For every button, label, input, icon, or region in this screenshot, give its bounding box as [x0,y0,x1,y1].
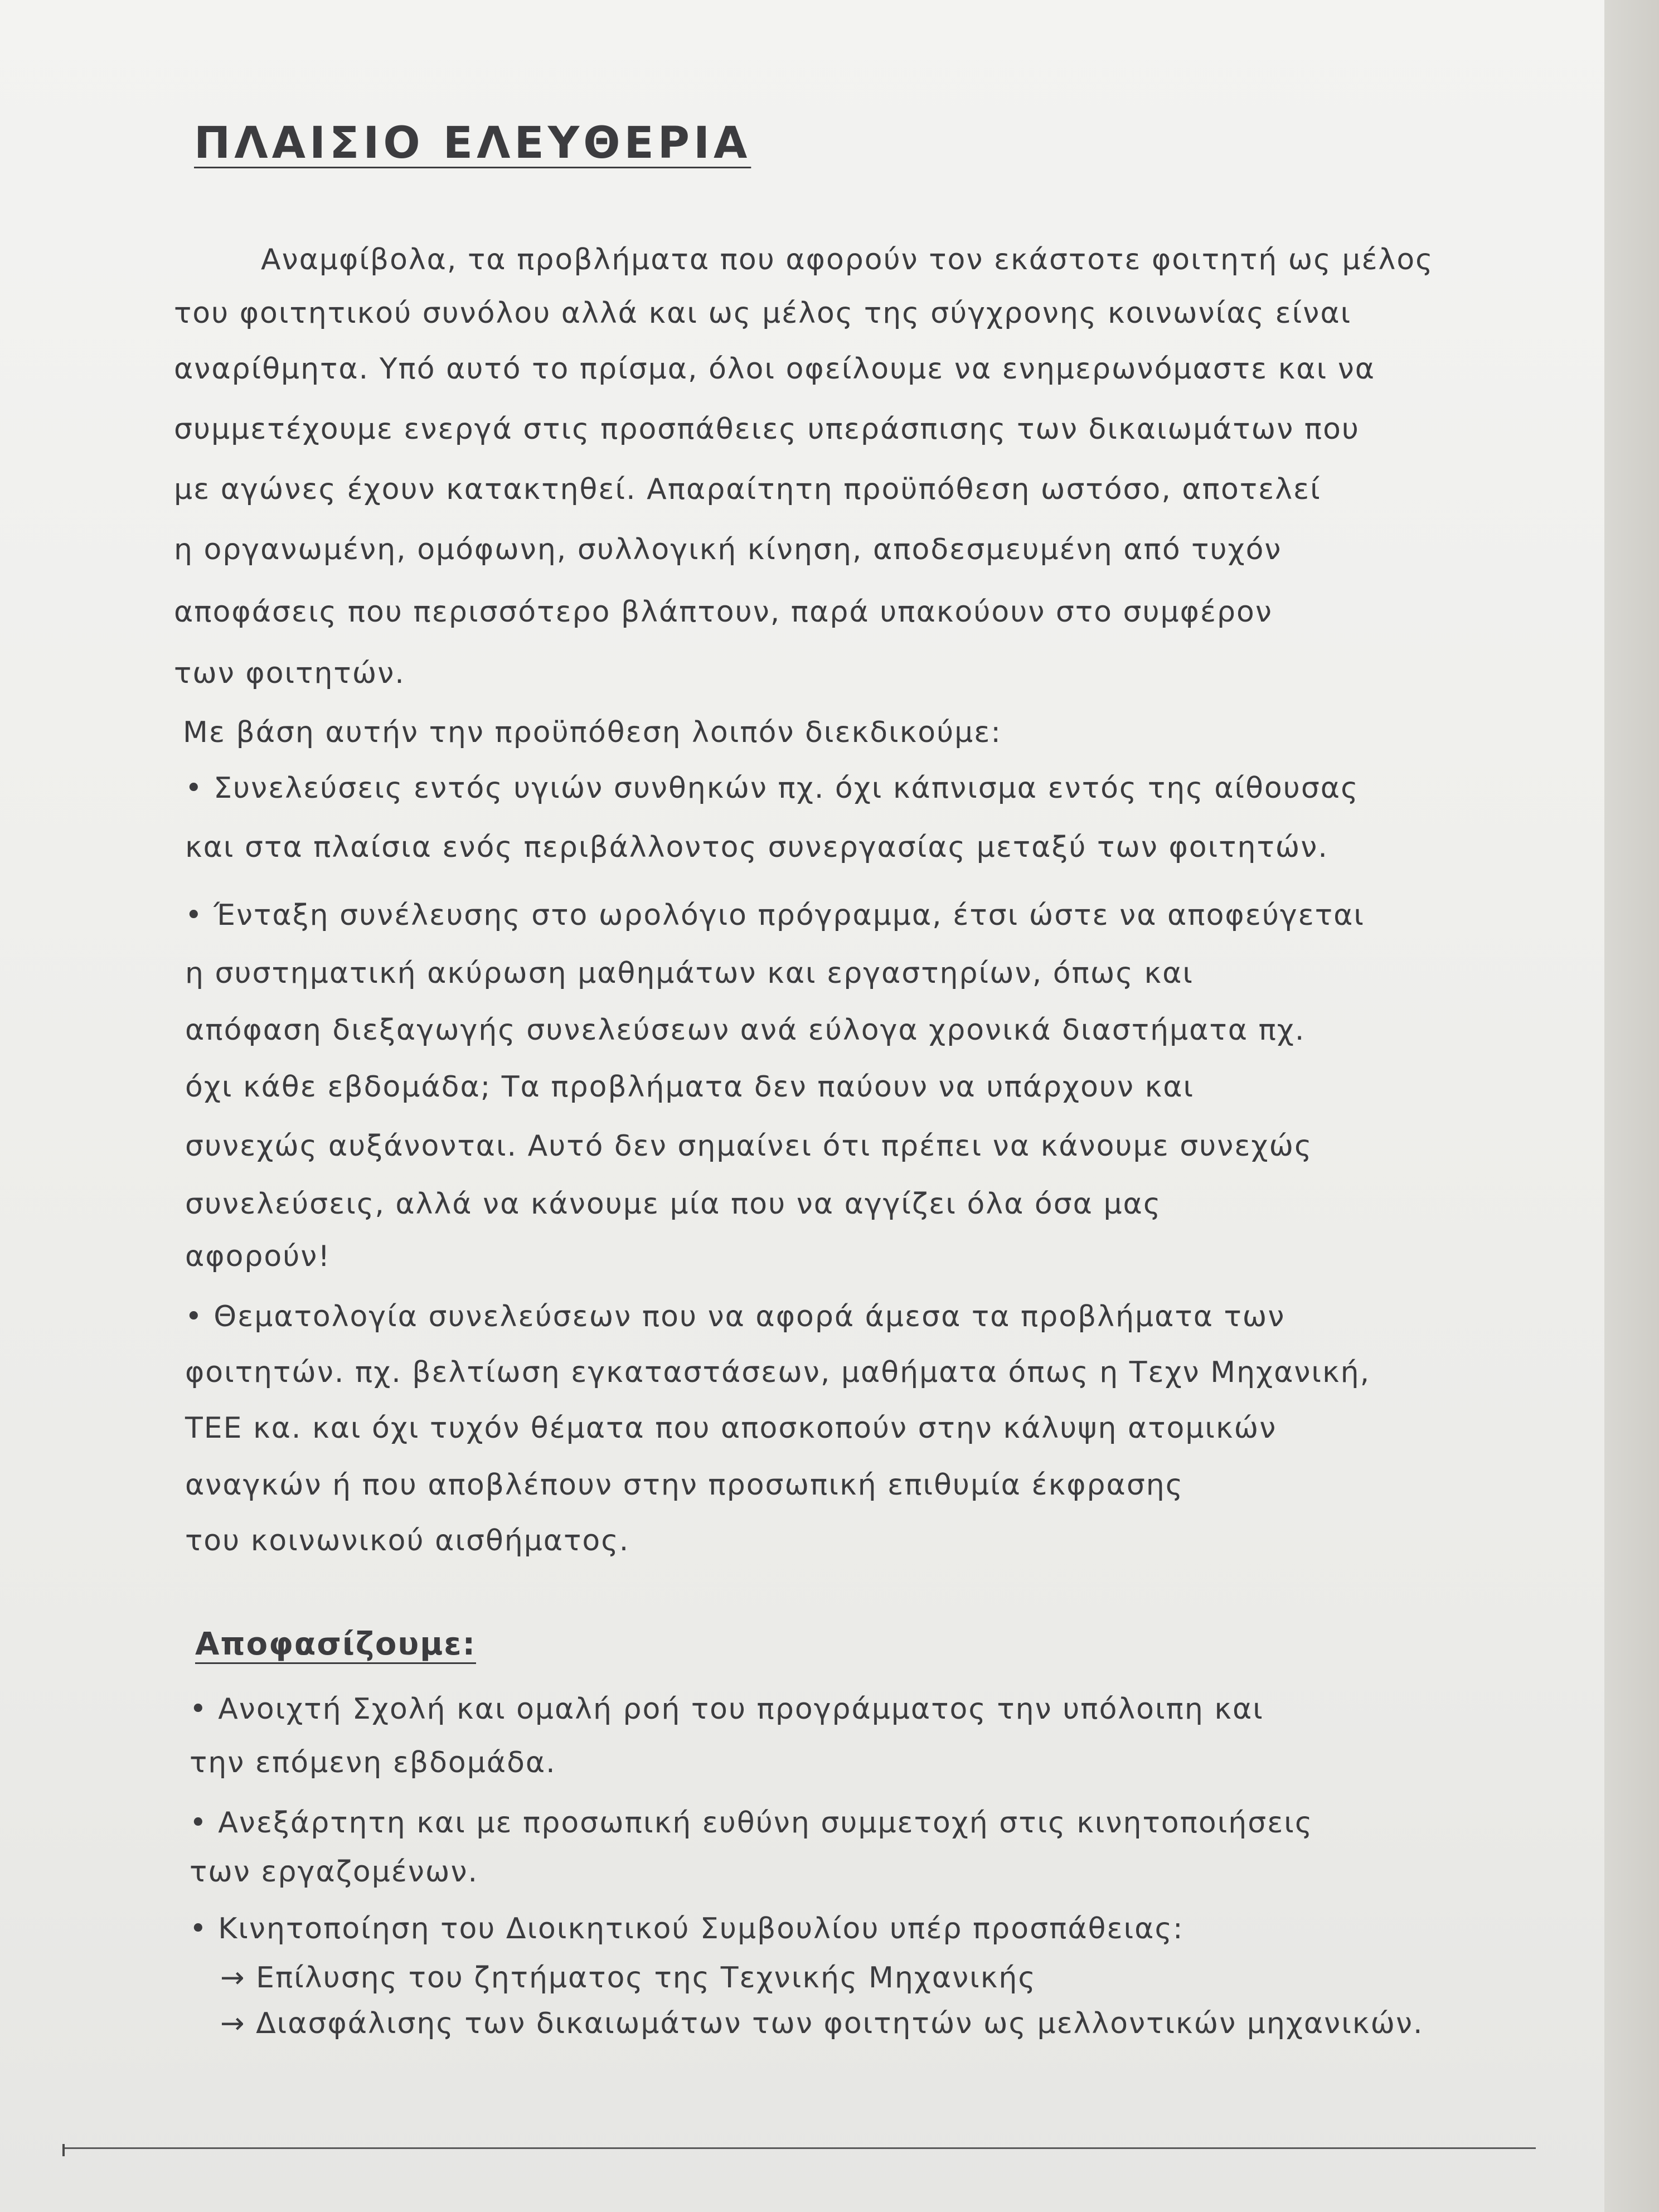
footer-rule [64,2147,1536,2149]
intro-line: Αναμφίβολα, τα προβλήματα που αφορούν τον εκάστοτε φοιτητή ως μέλος [261,243,1434,276]
decisions-line: • Ανεξάρτητη και με προσωπική ευθύνη συμμετοχή στις κινητοποιήσεις [190,1806,1313,1840]
claims-line: • Θεματολογία συνελεύσεων που να αφορά άμεσα τα προβλήματα των [185,1300,1286,1333]
claims-line: αναγκών ή που αποβλέπουν στην προσωπική επιθυμία έκφρασης [185,1468,1184,1502]
claims-intro: Με βάση αυτήν την προϋπόθεση λοιπόν διεκδικούμε: [183,716,1002,749]
decisions-heading: Αποφασίζουμε: [195,1626,476,1662]
claims-line: φοιτητών. πχ. βελτίωση εγκαταστάσεων, μαθήματα όπως η Τεχν Μηχανική, [185,1356,1371,1389]
claims-line: • Ένταξη συνέλευσης στο ωρολόγιο πρόγραμμα, έτσι ώστε να αποφεύγεται [185,899,1365,932]
claims-line: συνεχώς αυξάνονται. Αυτό δεν σημαίνει ότι πρέπει να κάνουμε συνεχώς [185,1129,1313,1163]
claims-line: αφορούν! [185,1240,331,1273]
intro-line: με αγώνες έχουν κατακτηθεί. Απαραίτητη προϋπόθεση ωστόσο, αποτελεί [174,473,1321,506]
claims-line: απόφαση διεξαγωγής συνελεύσεων ανά εύλογα χρονικά διαστήματα πχ. [185,1013,1306,1047]
intro-line: η οργανωμένη, ομόφωνη, συλλογική κίνηση, αποδεσμευμένη από τυχόν [174,533,1282,566]
intro-line: συμμετέχουμε ενεργά στις προσπάθειες υπεράσπισης των δικαιωμάτων που [174,413,1360,446]
intro-line: του φοιτητικού συνόλου αλλά και ως μέλος της σύγχρονης κοινωνίας είναι [174,297,1352,330]
decisions-line: • Κινητοποίηση του Διοικητικού Συμβουλίου υπέρ προσπάθειας: [190,1912,1184,1946]
decisions-subline: → Διασφάλισης των δικαιωμάτων των φοιτητών ως μελλοντικών μηχανικών. [220,2007,1424,2040]
claims-line: συνελεύσεις, αλλά να κάνουμε μία που να αγγίζει όλα όσα μας [185,1187,1162,1221]
intro-line: αναρίθμητα. Υπό αυτό το πρίσμα, όλοι οφείλουμε να ενημερωνόμαστε και να [174,352,1376,386]
footer-tick-mark [62,2144,65,2156]
claims-line: όχι κάθε εβδομάδα; Τα προβλήματα δεν παύουν να υπάρχουν και [185,1070,1195,1104]
claims-line: η συστηματική ακύρωση μαθημάτων και εργαστηρίων, όπως και [185,957,1194,990]
claims-line: ΤΕΕ κα. και όχι τυχόν θέματα που αποσκοπούν στην κάλυψη ατομικών [185,1411,1277,1445]
intro-line: των φοιτητών. [174,657,405,690]
decisions-line: την επόμενη εβδομάδα. [190,1746,556,1779]
claims-line: • Συνελεύσεις εντός υγιών συνθηκών πχ. όχι κάπνισμα εντός της αίθουσας [185,772,1359,805]
decisions-subline: → Επίλυσης του ζητήματος της Τεχνικής Μηχανικής [220,1961,1036,1995]
background-surface [1604,0,1659,2212]
decisions-line: των εργαζομένων. [190,1855,479,1889]
claims-line: του κοινωνικού αισθήματος. [185,1524,630,1558]
decisions-line: • Ανοιχτή Σχολή και ομαλή ροή του προγράμματος την υπόλοιπη και [190,1692,1264,1726]
document-title: ΠΛΑΙΣΙΟ ΕΛΕΥΘΕΡΙΑ [194,118,751,168]
intro-line: αποφάσεις που περισσότερο βλάπτουν, παρά υπακούουν στο συμφέρον [174,595,1273,629]
claims-line: και στα πλαίσια ενός περιβάλλοντος συνεργασίας μεταξύ των φοιτητών. [185,831,1328,864]
